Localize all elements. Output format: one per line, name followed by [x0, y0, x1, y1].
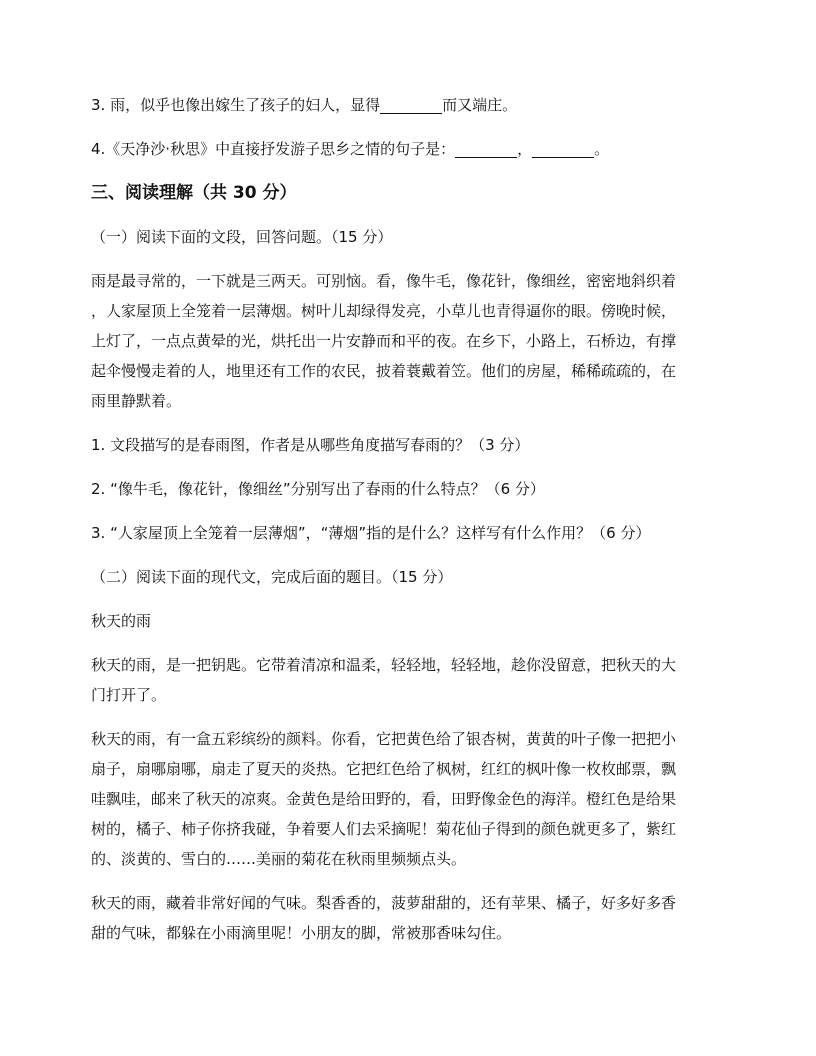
answer-blank[interactable]	[455, 139, 517, 158]
passage-line: ，人家屋顶上全笼着一层薄烟。树叶儿却绿得发亮，小草儿也青得逼你的眼。傍晚时候，	[91, 302, 677, 320]
fill-question-3-tail: 而又端庄。	[442, 96, 518, 114]
part1-question-2: 2. “像牛毛，像花针，像细丝”分别写出了春雨的什么特点？（6 分）	[91, 480, 545, 498]
article-line: 哇飘哇，邮来了秋天的凉爽。金黄色是给田野的，看，田野像金色的海洋。橙红色是给果	[91, 790, 677, 808]
article-line: 树的，橘子、柿子你挤我碰，争着要人们去采摘呢！菊花仙子得到的颜色就更多了，紫红	[91, 820, 677, 838]
article-line: 扇子，扇哪扇哪，扇走了夏天的炎热。它把红色给了枫树，红红的枫叶像一枚枚邮票，飘	[91, 760, 677, 778]
article-line: 秋天的雨，是一把钥匙。它带着清凉和温柔，轻轻地，轻轻地，趁你没留意，把秋天的大	[91, 656, 677, 674]
part1-instruction: （一）阅读下面的文段，回答问题。（15 分）	[91, 228, 393, 246]
passage-line: 雨是最寻常的，一下就是三两天。可别恼。看，像牛毛，像花针，像细丝，密密地斜织着	[91, 272, 677, 290]
passage-line: 上灯了，一点点黄晕的光，烘托出一片安静而和平的夜。在乡下，小路上，石桥边，有撑	[91, 332, 677, 350]
answer-blank[interactable]	[380, 95, 442, 114]
fill-question-4-sep: ，	[517, 140, 533, 158]
part1-question-3: 3. “人家屋顶上全笼着一层薄烟”，“薄烟”指的是什么？这样写有什么作用？（6 分）	[91, 524, 651, 542]
part1-passage	[91, 266, 721, 416]
article-line: 甜的气味，都躲在小雨滴里呢！小朋友的脚，常被那香味勾住。	[91, 924, 512, 942]
article-paragraph-1	[91, 650, 721, 710]
fill-question-3	[91, 90, 721, 120]
answer-blank[interactable]	[532, 139, 594, 158]
document-page	[91, 90, 721, 962]
fill-question-4-tail: 。	[594, 140, 610, 158]
article-title: 秋天的雨	[91, 612, 152, 630]
article-line: 秋天的雨，藏着非常好闻的气味。梨香香的，菠萝甜甜的，还有苹果、橘子，好多好多香	[91, 894, 677, 912]
section-heading: 三、阅读理解（共 30 分）	[91, 183, 297, 203]
article-paragraph-3	[91, 888, 721, 948]
passage-line: 起伞慢慢走着的人，地里还有工作的农民，披着蓑戴着笠。他们的房屋，稀稀疏疏的，在	[91, 362, 677, 380]
fill-question-4-text: 4.《天净沙·秋思》中直接抒发游子思乡之情的句子是：	[91, 140, 456, 158]
part2-instruction: （二）阅读下面的现代文，完成后面的题目。（15 分）	[91, 568, 453, 586]
fill-question-3-text: 3. 雨，似乎也像出嫁生了孩子的妇人，显得	[91, 96, 381, 114]
passage-line: 雨里静默着。	[91, 392, 182, 410]
article-paragraph-2	[91, 724, 721, 874]
part1-question-1: 1. 文段描写的是春雨图，作者是从哪些角度描写春雨的？（3 分）	[91, 436, 530, 454]
fill-question-4	[91, 134, 721, 164]
article-line: 门打开了。	[91, 686, 167, 704]
article-line: 秋天的雨，有一盒五彩缤纷的颜料。你看，它把黄色给了银杏树，黄黄的叶子像一把把小	[91, 730, 677, 748]
article-line: 的、淡黄的、雪白的……美丽的菊花在秋雨里频频点头。	[91, 850, 467, 868]
